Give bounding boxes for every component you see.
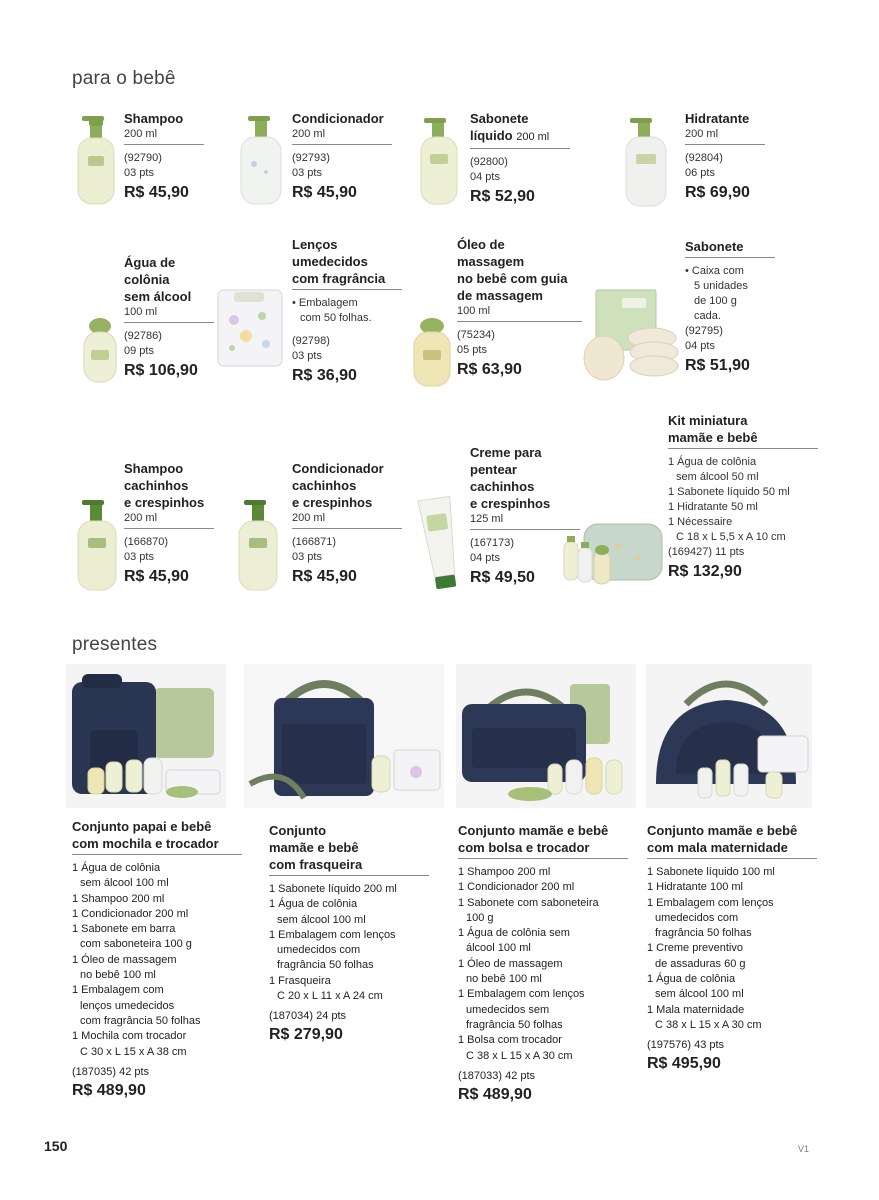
product-code: (75234) xyxy=(457,329,495,341)
product-size: 100 ml xyxy=(457,305,491,317)
product-bullet: de 100 g xyxy=(694,295,737,307)
curly-shampoo-bottle-image xyxy=(74,500,120,592)
conditioner-bottle-image xyxy=(236,116,286,208)
gift-price: R$ 495,90 xyxy=(647,1055,721,1073)
product-shampoo xyxy=(124,110,204,200)
product-bullet: 5 unidades xyxy=(694,280,748,292)
product-code: (167173) xyxy=(470,537,515,549)
product-bullet: • Caixa com xyxy=(685,265,744,277)
product-name: Óleo de massagem no bebê com guia de massagem xyxy=(457,237,568,303)
gift-maternity-set xyxy=(647,822,817,1073)
gift-price: R$ 489,90 xyxy=(72,1081,146,1099)
product-code: (92793) xyxy=(292,152,330,164)
product-code: (92795) xyxy=(685,325,723,337)
product-price: R$ 106,90 xyxy=(124,362,198,379)
bag-set-image xyxy=(456,664,636,808)
product-soap-box xyxy=(685,238,775,373)
backpack-set-image xyxy=(66,664,226,808)
version-label: V1 xyxy=(798,1144,810,1154)
massage-oil-bottle-image xyxy=(410,318,454,388)
soap-box-image xyxy=(582,288,682,382)
gift-price: R$ 489,90 xyxy=(458,1085,532,1103)
product-name: Condicionador cachinhos e crespinhos xyxy=(292,461,384,510)
product-size: 100 ml xyxy=(124,306,158,318)
gift-frasqueira-set xyxy=(269,822,429,1044)
product-bullet: com 50 folhas. xyxy=(300,312,372,324)
product-name: Hidratante xyxy=(685,111,750,126)
gift-price: R$ 279,90 xyxy=(269,1026,343,1044)
curly-conditioner-bottle-image xyxy=(234,500,282,592)
product-size: 200 ml xyxy=(685,128,719,140)
product-name: Água de colônia sem álcool xyxy=(124,255,192,304)
product-curly-conditioner xyxy=(292,460,402,584)
frasqueira-set-image xyxy=(244,664,444,808)
product-price: R$ 63,90 xyxy=(457,361,522,378)
product-cologne xyxy=(124,254,214,378)
product-code: (92800) xyxy=(470,156,508,168)
product-size: 200 ml xyxy=(124,512,158,524)
gift-code-points: (187034) 24 pts xyxy=(269,1010,347,1023)
gift-items: 1 Shampoo 200 ml 1 Condicionador 200 ml 1 Sabonete com saboneteira 100 g 1 Água de colônia sem álcool 100 ml 1 Óleo de massagem no bebê 100 ml 1 Embalagem com lenços umedecidos sem fragrância 50 folhas 1 Bolsa com trocador C 38 x L 15 x A 30 cm xyxy=(458,866,599,1062)
product-name: Sabonete xyxy=(685,239,744,254)
product-name: Creme para pentear cachinhos e crespinhos xyxy=(470,445,551,511)
product-points: 06 pts xyxy=(685,167,715,179)
product-code: (92804) xyxy=(685,152,723,164)
wet-wipes-pack-image xyxy=(216,286,284,368)
page-number: 150 xyxy=(44,1138,68,1154)
gift-items: 1 Sabonete líquido 100 ml 1 Hidratante 100 ml 1 Embalagem com lenços umedecidos com fragrância 50 folhas 1 Creme preventivo de assaduras 60 g 1 Água de colônia sem álcool 100 ml 1 Mala maternidade C 38 x L 15 x A 30 cm xyxy=(647,866,775,1031)
gift-code-points: (187033) 42 pts xyxy=(458,1069,536,1082)
product-name: Condicionador xyxy=(292,111,384,126)
gift-code-points: (187035) 42 pts xyxy=(72,1065,150,1078)
gift-name: Conjunto papai e bebê com mochila e trocador xyxy=(72,819,219,851)
cologne-bottle-image xyxy=(80,318,120,384)
product-bullet: • Embalagem xyxy=(292,297,358,309)
shampoo-bottle-image xyxy=(72,116,120,208)
gift-backpack-set xyxy=(72,818,242,1100)
kit-items: 1 Água de colônia sem álcool 50 ml 1 Sabonete líquido 50 ml 1 Hidratante 50 ml 1 Nécessaire C 18 x L 5,5 x A 10 cm xyxy=(668,456,790,543)
gift-items: 1 Sabonete líquido 200 ml 1 Água de colônia sem álcool 100 ml 1 Embalagem com lenços umedecidos com fragrância 50 folhas 1 Frasqueira C 20 x L 11 x A 24 cm xyxy=(269,883,397,1003)
product-price: R$ 52,90 xyxy=(470,188,535,205)
product-points: 03 pts xyxy=(292,350,322,362)
product-conditioner xyxy=(292,110,392,200)
gift-items: 1 Água de colônia sem álcool 100 ml 1 Shampoo 200 ml 1 Condicionador 200 ml 1 Sabonete em barra com saboneteira 100 g 1 Óleo de massagem no bebê 100 ml 1 Embalagem com lenços umedecidos com fragrância 50 folhas 1 Mochila com trocador C 30 x L 15 x A 38 cm xyxy=(72,862,201,1058)
product-points: 04 pts xyxy=(685,340,715,352)
product-price: R$ 49,50 xyxy=(470,569,535,586)
product-size: 200 ml xyxy=(292,128,326,140)
mini-kit-image xyxy=(558,518,664,588)
product-code: (166871) xyxy=(292,536,337,548)
product-code: (92798) xyxy=(292,335,330,347)
section-title-baby: para o bebê xyxy=(72,68,176,89)
product-price: R$ 45,90 xyxy=(292,184,357,201)
product-code-points: (169427) 11 pts xyxy=(668,546,745,558)
product-bullet: cada. xyxy=(694,310,721,322)
product-code: (92786) xyxy=(124,330,162,342)
product-points: 05 pts xyxy=(457,344,487,356)
product-price: R$ 45,90 xyxy=(124,568,189,585)
product-size: 125 ml xyxy=(470,513,504,525)
product-price: R$ 45,90 xyxy=(292,568,357,585)
liquid-soap-bottle-image xyxy=(416,118,462,208)
product-size: 200 ml xyxy=(292,512,326,524)
gift-name: Conjunto mamãe e bebê com mala maternidade xyxy=(647,823,798,855)
product-price: R$ 51,90 xyxy=(685,357,750,374)
gift-code-points: (197576) 43 pts xyxy=(647,1039,725,1052)
product-liquid-soap xyxy=(470,110,570,204)
gift-name: Conjunto mamãe e bebê com frasqueira xyxy=(269,823,363,872)
combing-cream-tube-image xyxy=(416,494,468,590)
product-curly-shampoo xyxy=(124,460,214,584)
product-price: R$ 36,90 xyxy=(292,367,357,384)
product-points: 09 pts xyxy=(124,345,154,357)
section-title-gifts: presentes xyxy=(72,634,158,655)
product-points: 03 pts xyxy=(124,167,154,179)
product-name: Shampoo xyxy=(124,111,184,126)
product-code: (92790) xyxy=(124,152,162,164)
product-name: Sabonete líquido 200 ml xyxy=(470,111,550,143)
product-price: R$ 69,90 xyxy=(685,184,750,201)
product-mini-kit xyxy=(668,412,818,579)
product-points: 04 pts xyxy=(470,171,500,183)
product-name: Shampoo cachinhos e crespinhos xyxy=(124,461,205,510)
product-price: R$ 132,90 xyxy=(668,563,742,580)
product-wet-wipes xyxy=(292,236,402,383)
product-moisturizer xyxy=(685,110,765,200)
product-points: 03 pts xyxy=(292,167,322,179)
product-points: 03 pts xyxy=(292,551,322,563)
moisturizer-bottle-image xyxy=(622,118,672,210)
product-size: 200 ml xyxy=(124,128,158,140)
gift-bag-set xyxy=(458,822,628,1104)
product-name: Lenços umedecidos com fragrância xyxy=(292,237,386,286)
product-points: 03 pts xyxy=(124,551,154,563)
gift-name: Conjunto mamãe e bebê com bolsa e trocador xyxy=(458,823,609,855)
product-code: (166870) xyxy=(124,536,169,548)
product-massage-oil xyxy=(457,236,582,377)
maternity-bag-set-image xyxy=(646,664,812,808)
product-name: Kit miniatura mamãe e bebê xyxy=(668,413,758,445)
product-price: R$ 45,90 xyxy=(124,184,189,201)
product-points: 04 pts xyxy=(470,552,500,564)
